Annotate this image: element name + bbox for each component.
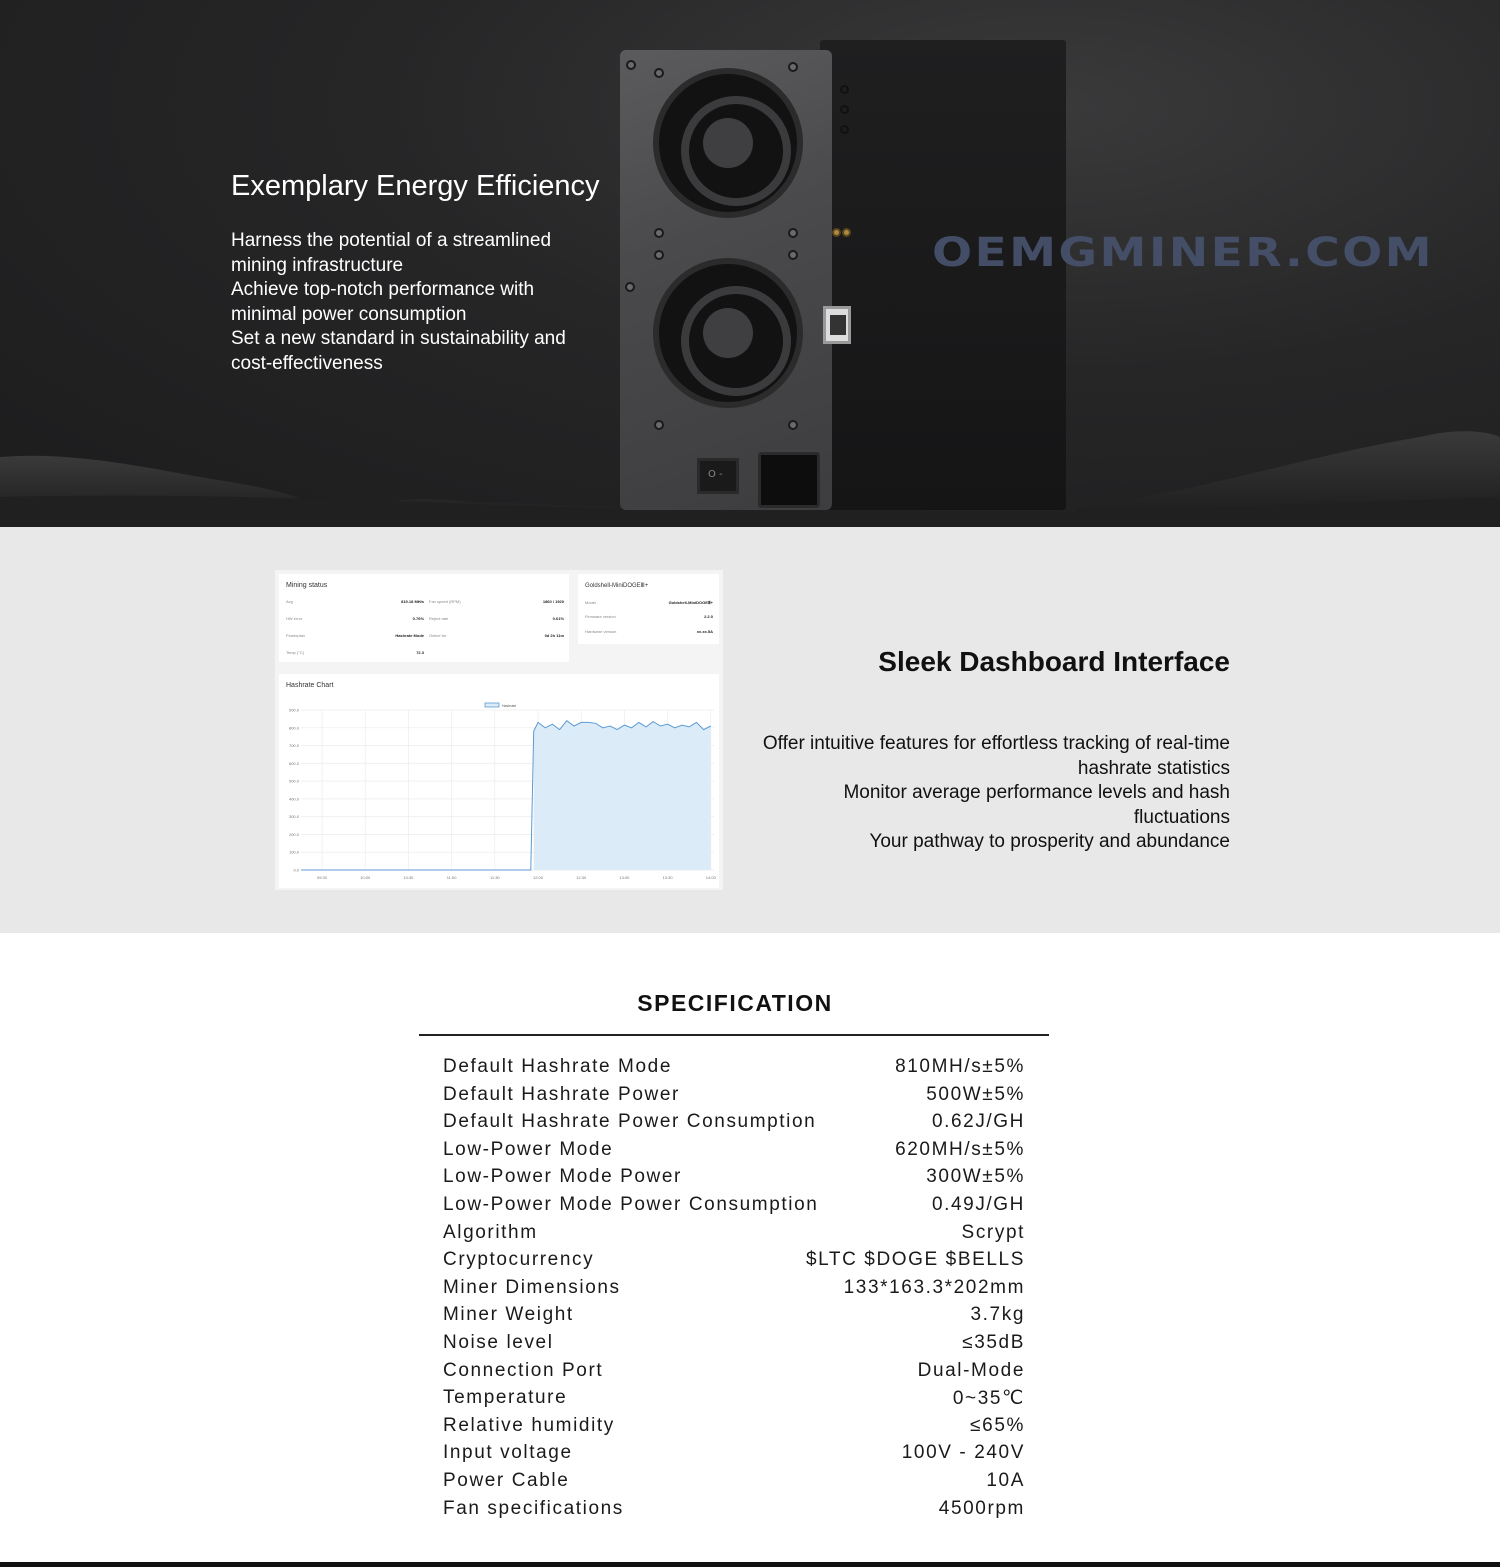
svg-text:11:00: 11:00 <box>446 875 457 880</box>
spec-label: Power Cable <box>443 1469 570 1491</box>
svg-text:14:00: 14:00 <box>705 875 716 880</box>
svg-text:400.0: 400.0 <box>288 796 299 802</box>
spec-label: Temperature <box>443 1387 568 1409</box>
device-row: Hardware version xx.xx.5A <box>585 629 713 634</box>
svg-text:13:30: 13:30 <box>662 875 673 880</box>
spec-label: Default Hashrate Power <box>443 1083 680 1105</box>
device-title: Goldshell-MiniDOGEⅢ+ <box>585 583 649 589</box>
svg-text:13:00: 13:00 <box>619 875 630 880</box>
spec-label: Default Hashrate Mode <box>443 1056 672 1077</box>
hero-banner <box>0 0 1500 527</box>
power-socket <box>758 452 820 508</box>
hashrate-chart-card <box>279 674 719 888</box>
spec-value: 10A <box>986 1469 1025 1491</box>
spec-row <box>443 1166 1025 1194</box>
dashboard-text-block <box>710 644 1230 855</box>
spec-row <box>443 1442 1025 1470</box>
dashboard-line: Monitor average performance levels and hash <box>843 782 1230 803</box>
spec-label: Default Hashrate Power Consumption <box>443 1111 817 1133</box>
mining-status-card <box>279 574 569 662</box>
spec-value: ≤65% <box>970 1414 1025 1436</box>
svg-text:600.0: 600.0 <box>288 760 299 766</box>
svg-text:11:30: 11:30 <box>489 875 500 880</box>
spec-row <box>443 1277 1025 1305</box>
spec-value: 500W±5% <box>926 1083 1025 1105</box>
dashboard-description <box>710 732 1230 855</box>
dashboard-line: Offer intuitive features for effortless tracking of real-time <box>762 733 1230 754</box>
spec-row <box>443 1470 1025 1498</box>
dashboard-screenshot <box>275 570 723 890</box>
svg-text:300.0: 300.0 <box>288 814 299 820</box>
spec-value: 620MH/s±5% <box>895 1138 1025 1160</box>
status-row: Reject rate 0.61% <box>429 616 564 621</box>
status-row: Fan speed (RPM) 1860 / 1920 <box>429 599 564 604</box>
hero-title: Exemplary Energy Efficiency <box>231 170 600 202</box>
status-row: Temp (°C) 72.3 <box>286 650 424 655</box>
spec-label: Input voltage <box>443 1442 573 1464</box>
spec-value: 0.49J/GH <box>931 1193 1025 1215</box>
device-row: Model Goldshell-MiniDOGEⅢ+ <box>585 600 713 605</box>
spec-value: ≤35dB <box>962 1331 1025 1353</box>
spec-row <box>443 1194 1025 1222</box>
device-row: Firmware version 2.2.0 <box>585 614 713 619</box>
spec-label: Cryptocurrency <box>443 1249 595 1271</box>
power-switch <box>697 458 739 494</box>
spec-value: 3.7kg <box>970 1304 1025 1326</box>
spec-label: Connection Port <box>443 1359 604 1381</box>
status-row: Avg 819.18 MH/s <box>286 599 424 604</box>
spec-value: $LTC $DOGE $BELLS <box>805 1249 1025 1271</box>
ethernet-port <box>823 306 851 344</box>
status-row: Online for 0d 2h 11m <box>429 633 564 638</box>
spec-row <box>443 1139 1025 1167</box>
spec-label: Miner Dimensions <box>443 1276 621 1298</box>
svg-text:09:30: 09:30 <box>316 875 328 880</box>
hero-line: cost-effectiveness <box>231 352 383 374</box>
spec-row <box>443 1249 1025 1277</box>
spec-value: 133*163.3*202mm <box>843 1276 1025 1298</box>
hero-description <box>231 229 631 376</box>
spec-value: 300W±5% <box>926 1166 1025 1188</box>
dashboard-line: hashrate statistics <box>1077 757 1230 779</box>
fan-grille-top <box>653 68 803 218</box>
watermark-logo: OEMGMINER.COM <box>932 230 1434 276</box>
spec-row <box>443 1360 1025 1388</box>
spec-row <box>443 1056 1025 1084</box>
hero-line: mining infrastructure <box>231 254 404 276</box>
spec-label: Low-Power Mode Power Consumption <box>443 1193 819 1215</box>
svg-text:12:00: 12:00 <box>532 875 544 880</box>
spec-title: SPECIFICATION <box>637 990 833 1016</box>
spec-label: Algorithm <box>443 1221 538 1243</box>
hero-line: Harness the potential of a streamlined <box>231 230 552 251</box>
dashboard-line: Your pathway to prosperity and abundance <box>869 831 1230 852</box>
spec-divider <box>419 1034 1049 1036</box>
spec-value: Dual-Mode <box>917 1359 1025 1381</box>
chart-title: Hashrate Chart <box>286 682 334 689</box>
hero-line: Set a new standard in sustainability and <box>231 328 566 349</box>
svg-text:700.0: 700.0 <box>288 743 299 749</box>
spec-row <box>443 1084 1025 1112</box>
svg-text:800.0: 800.0 <box>288 725 299 731</box>
dashboard-line: fluctuations <box>1133 806 1230 828</box>
spec-label: Low-Power Mode <box>443 1138 614 1160</box>
status-row: Powerplan Hashrate Mode <box>286 633 424 638</box>
spec-value: 0~35℃ <box>952 1388 1025 1410</box>
hero-line: minimal power consumption <box>231 303 467 325</box>
svg-text:12:30: 12:30 <box>576 875 587 880</box>
dashboard-title: Sleek Dashboard Interface <box>878 646 1230 677</box>
spec-row <box>443 1111 1025 1139</box>
spec-value: Scrypt <box>961 1221 1025 1243</box>
spec-row <box>443 1498 1025 1526</box>
fan-grille-bottom <box>653 258 803 408</box>
spec-table <box>443 1056 1025 1525</box>
spec-label: Fan specifications <box>443 1497 624 1519</box>
spec-label: Miner Weight <box>443 1304 574 1326</box>
svg-text:500.0: 500.0 <box>288 778 299 784</box>
hero-text-block <box>231 168 631 376</box>
status-row: HW error 0.76% <box>286 616 424 621</box>
svg-text:100.0: 100.0 <box>288 849 299 855</box>
spec-value: 100V - 240V <box>901 1442 1025 1464</box>
svg-text:900.0: 900.0 <box>288 707 299 713</box>
miner-device-image <box>620 38 1070 518</box>
hashrate-chart <box>279 674 719 888</box>
spec-label: Relative humidity <box>443 1414 615 1436</box>
spec-label: Noise level <box>443 1331 554 1353</box>
mining-status-title: Mining status <box>286 582 328 589</box>
spec-row <box>443 1222 1025 1250</box>
svg-text:200.0: 200.0 <box>288 831 299 837</box>
spec-value: 810MH/s±5% <box>895 1056 1025 1077</box>
spec-value: 0.62J/GH <box>931 1111 1025 1133</box>
spec-row <box>443 1304 1025 1332</box>
spec-row <box>443 1387 1025 1415</box>
spec-row <box>443 1415 1025 1443</box>
dashboard-section <box>0 527 1500 933</box>
hero-line: Achieve top-notch performance with <box>231 279 535 300</box>
svg-text:10:00: 10:00 <box>360 875 371 880</box>
svg-text:0.0: 0.0 <box>293 867 299 873</box>
spec-value: 4500rpm <box>938 1497 1025 1519</box>
device-info-card <box>578 574 719 644</box>
spec-row <box>443 1332 1025 1360</box>
specification-section <box>0 933 1500 1567</box>
spec-label: Low-Power Mode Power <box>443 1166 682 1188</box>
svg-text:10:30: 10:30 <box>403 875 414 880</box>
page-bottom-bar <box>0 1562 1500 1567</box>
svg-text:Hashrate: Hashrate <box>502 704 517 708</box>
